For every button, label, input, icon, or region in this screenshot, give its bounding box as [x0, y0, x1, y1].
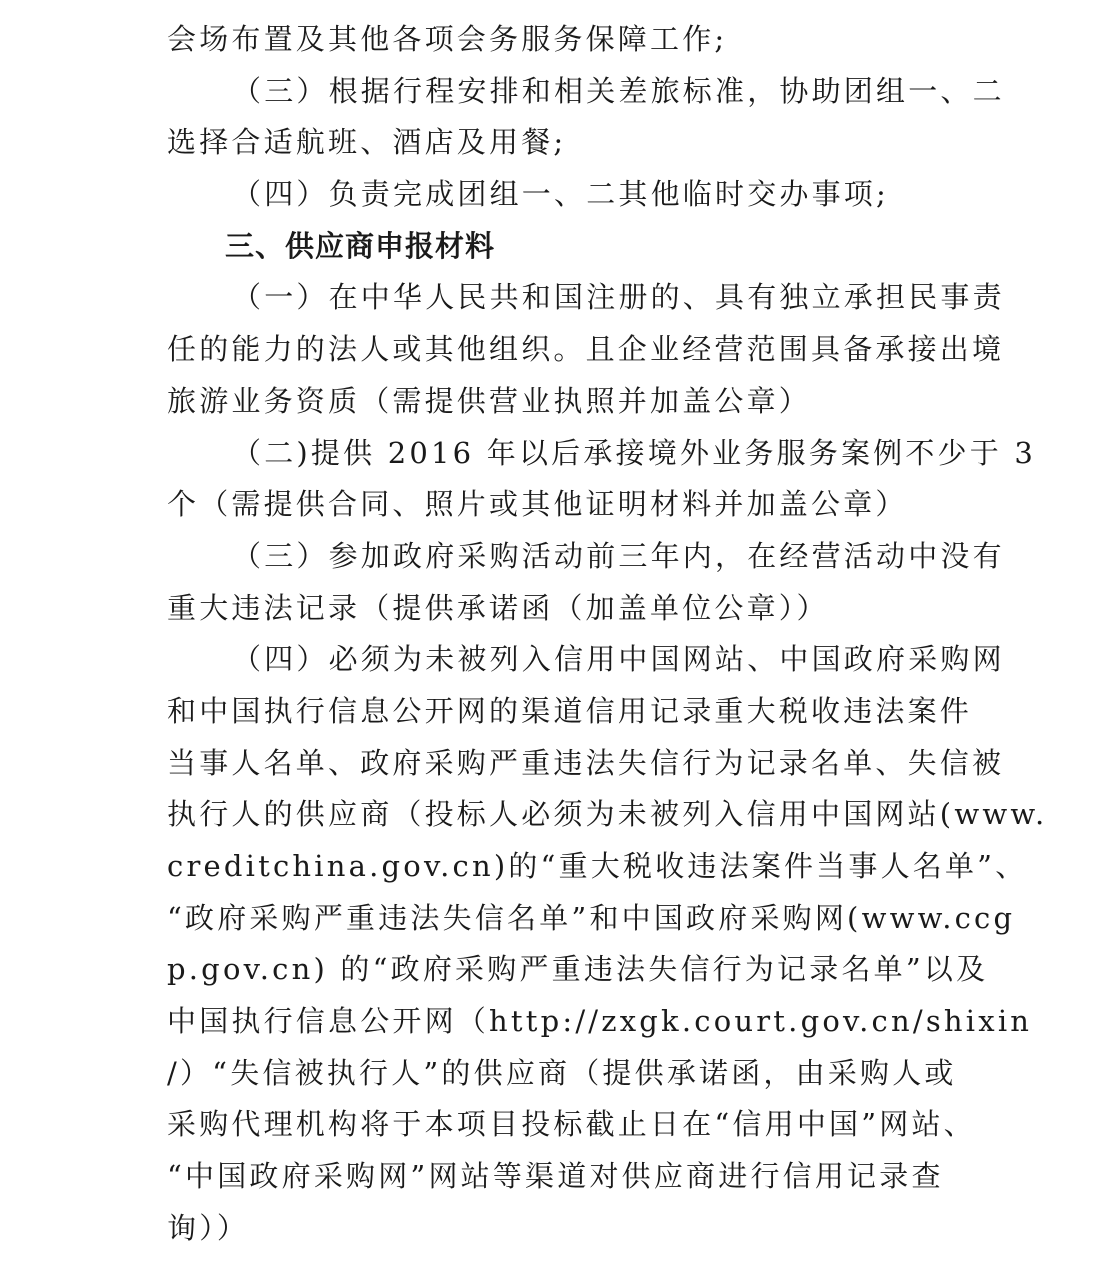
text-line: 中国执行信息公开网（http://zxgk.court.gov.cn/shixin [167, 1004, 1033, 1039]
text-line: 个（需提供合同、照片或其他证明材料并加盖公章） [167, 487, 908, 522]
text-line: 选择合适航班、酒店及用餐; [167, 125, 567, 160]
document-page [167, 14, 1048, 1255]
text-line: （一）在中华人民共和国注册的、具有独立承担民事责 [232, 280, 1005, 315]
text-line: 旅游业务资质（需提供营业执照并加盖公章） [167, 383, 812, 418]
text-line: 当事人名单、政府采购严重违法失信行为记录名单、失信被 [167, 745, 1005, 780]
text-line: “中国政府采购网”网站等渠道对供应商进行信用记录查 [167, 1159, 944, 1194]
text-line: creditchina.gov.cn)的“重大税收违法案件当事人名单”、 [167, 849, 1028, 883]
text-line: （三）参加政府采购活动前三年内，在经营活动中没有 [232, 538, 1005, 573]
text-line: “政府采购严重违法失信名单”和中国政府采购网(www.ccg [167, 900, 1016, 935]
text-line: （三）根据行程安排和相关差旅标准，协助团组一、二 [232, 73, 1005, 108]
text-line: p.gov.cn) 的“政府采购严重违法失信行为记录名单”以及 [167, 952, 989, 987]
text-line: 会场布置及其他各项会务服务保障工作; [167, 22, 728, 56]
section-heading: 三、供应商申报材料 [225, 228, 496, 263]
text-line: 和中国执行信息公开网的渠道信用记录重大税收违法案件 [167, 693, 973, 728]
text-line: 任的能力的法人或其他组织。且企业经营范围具备承接出境 [167, 332, 1005, 367]
text-line: 重大违法记录（提供承诺函（加盖单位公章）） [167, 590, 829, 625]
text-line: （四）必须为未被列入信用中国网站、中国政府采购网 [232, 642, 1005, 677]
text-line: 询）） [167, 1210, 250, 1245]
text-line: 执行人的供应商（投标人必须为未被列入信用中国网站(www. [167, 797, 1048, 832]
text-line: 采购代理机构将于本项目投标截止日在“信用中国”网站、 [167, 1107, 976, 1142]
text-line: （二)提供 2016 年以后承接境外业务服务案例不少于 3 [232, 435, 1037, 470]
text-line: （四）负责完成团组一、二其他临时交办事项; [232, 177, 889, 212]
text-line: /）“失信被执行人”的供应商（提供承诺函，由采购人或 [167, 1055, 957, 1090]
